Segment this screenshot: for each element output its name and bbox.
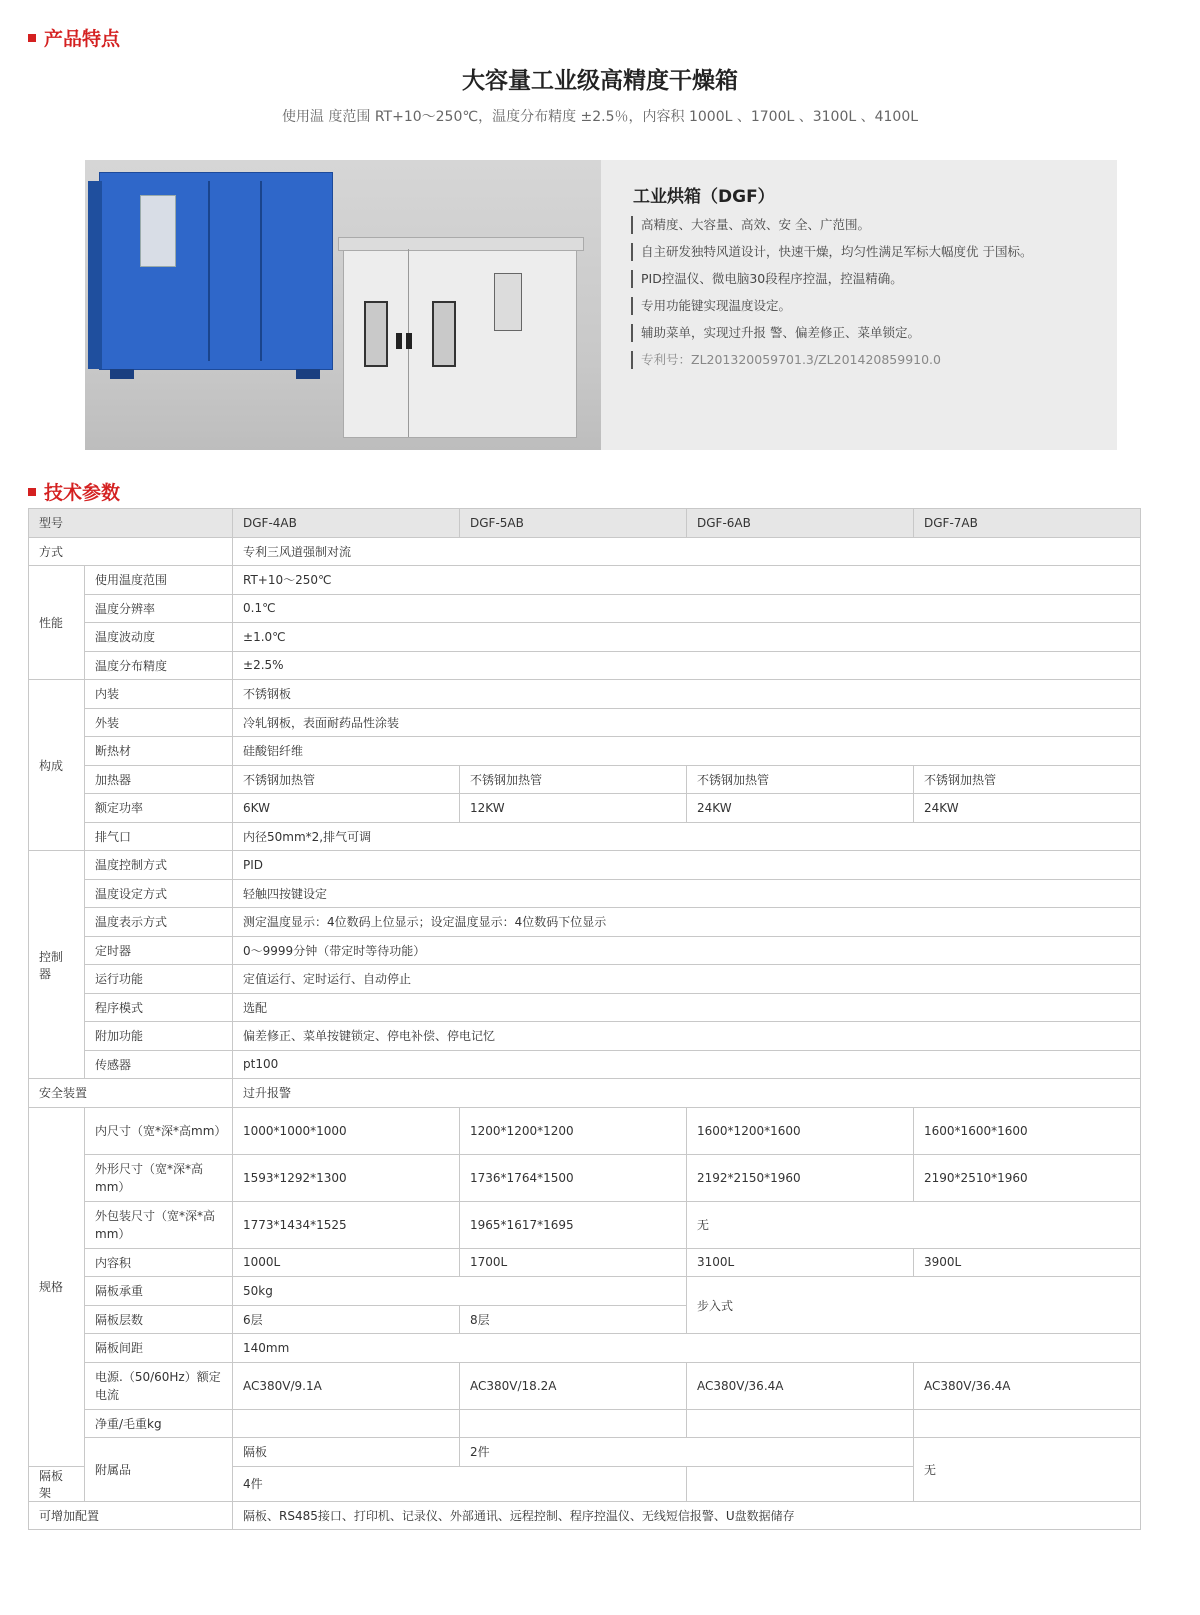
group-label: 规格 xyxy=(29,1107,85,1466)
row-label: 温度表示方式 xyxy=(85,908,233,937)
row-value: 1000*1000*1000 xyxy=(233,1107,460,1154)
row-value: 2190*2510*1960 xyxy=(914,1154,1141,1201)
row-label: 加热器 xyxy=(85,765,233,794)
row-label: 内容积 xyxy=(85,1248,233,1277)
table-row xyxy=(29,680,1141,709)
feature-item: 专用功能键实现温度设定。 xyxy=(631,297,1032,315)
table-row xyxy=(29,594,1141,623)
table-row xyxy=(29,851,1141,880)
row-label: 隔板层数 xyxy=(85,1305,233,1334)
row-value: 不锈钢加热管 xyxy=(233,765,460,794)
page-subtitle: 使用温 度范围 RT+10～250℃，温度分布精度 ±2.5％，内容积 1000L 、1700L 、3100L 、4100L xyxy=(281,109,919,125)
row-value: 内径50mm*2,排气可调 xyxy=(233,822,1141,851)
row-label: 方式 xyxy=(29,537,233,566)
table-row xyxy=(29,1334,1141,1363)
row-value: 1600*1600*1600 xyxy=(914,1107,1141,1154)
table-row xyxy=(29,1409,1141,1438)
row-value: pt100 xyxy=(233,1050,1141,1079)
feature-list xyxy=(631,216,1032,378)
spec-table xyxy=(28,508,1141,1530)
section-title-text: 技术参数 xyxy=(44,482,121,504)
group-label: 控制器 xyxy=(29,851,85,1079)
row-value: ±1.0℃ xyxy=(233,623,1141,652)
row-value: AC380V/9.1A xyxy=(233,1362,460,1409)
row-value: 选配 xyxy=(233,993,1141,1022)
row-label: 附加功能 xyxy=(85,1022,233,1051)
row-label: 程序模式 xyxy=(85,993,233,1022)
row-label: 外形尺寸（宽*深*高mm） xyxy=(85,1154,233,1201)
section-title-features xyxy=(28,24,120,51)
table-row xyxy=(29,566,1141,595)
row-label: 断热材 xyxy=(85,737,233,766)
row-label: 运行功能 xyxy=(85,965,233,994)
table-row xyxy=(29,1277,1141,1306)
row-value: 1773*1434*1525 xyxy=(233,1201,460,1248)
row-value: AC380V/36.4A xyxy=(914,1362,1141,1409)
row-value: 6KW xyxy=(233,794,460,823)
product-image xyxy=(85,160,601,450)
row-value: 6层 xyxy=(233,1305,460,1334)
feature-item: 辅助菜单，实现过升报 警、偏差修正、菜单锁定。 xyxy=(631,324,1032,342)
row-label: 使用温度范围 xyxy=(85,566,233,595)
row-label: 排气口 xyxy=(85,822,233,851)
row-value: 1600*1200*1600 xyxy=(687,1107,914,1154)
row-value xyxy=(687,1409,914,1438)
control-panel-icon xyxy=(140,195,176,267)
row-value: 专利三风道强制对流 xyxy=(233,537,1141,566)
table-row xyxy=(29,1362,1141,1409)
model-cell: DGF-6AB xyxy=(687,509,914,538)
row-value: 不锈钢加热管 xyxy=(687,765,914,794)
table-row xyxy=(29,1022,1141,1051)
row-label: 温度分辨率 xyxy=(85,594,233,623)
row-label: 内装 xyxy=(85,680,233,709)
group-label: 性能 xyxy=(29,566,85,680)
control-panel-icon xyxy=(494,273,522,331)
row-value: 50kg xyxy=(233,1277,687,1306)
product-name: 工业烘箱（DGF） xyxy=(633,187,775,207)
row-value: 定值运行、定时运行、自动停止 xyxy=(233,965,1141,994)
row-value: 偏差修正、菜单按键锁定、停电补偿、停电记忆 xyxy=(233,1022,1141,1051)
table-row xyxy=(29,879,1141,908)
table-row xyxy=(29,651,1141,680)
row-label: 隔板架 xyxy=(29,1466,85,1501)
row-value: 8层 xyxy=(460,1305,687,1334)
row-label: 隔板承重 xyxy=(85,1277,233,1306)
row-value: 1000L xyxy=(233,1248,460,1277)
table-row xyxy=(29,537,1141,566)
row-value xyxy=(914,1409,1141,1438)
row-value: 1736*1764*1500 xyxy=(460,1154,687,1201)
row-value: 无 xyxy=(914,1438,1141,1502)
table-row xyxy=(29,1438,1141,1467)
table-row xyxy=(29,822,1141,851)
product-info-panel xyxy=(601,160,1117,450)
row-value: 4件 xyxy=(233,1466,687,1501)
row-value: 轻触四按键设定 xyxy=(233,879,1141,908)
row-value xyxy=(460,1409,687,1438)
row-value: 步入式 xyxy=(687,1277,1141,1334)
row-value: 不锈钢加热管 xyxy=(914,765,1141,794)
row-label: 温度分布精度 xyxy=(85,651,233,680)
model-cell: DGF-5AB xyxy=(460,509,687,538)
table-row xyxy=(29,1154,1141,1201)
row-label: 外包装尺寸（宽*深*高mm） xyxy=(85,1201,233,1248)
model-cell: DGF-7AB xyxy=(914,509,1141,538)
table-row xyxy=(29,1201,1141,1248)
feature-item: 自主研发独特风道设计，快速干燥，均匀性满足军标大幅度优 于国标。 xyxy=(631,243,1032,261)
row-label: 额定功率 xyxy=(85,794,233,823)
row-label: 温度控制方式 xyxy=(85,851,233,880)
table-row xyxy=(29,1501,1141,1530)
row-value: 过升报警 xyxy=(233,1079,1141,1108)
row-value: 0～9999分钟（带定时等待功能） xyxy=(233,936,1141,965)
group-label: 构成 xyxy=(29,680,85,851)
table-row xyxy=(29,936,1141,965)
model-cell: DGF-4AB xyxy=(233,509,460,538)
table-row xyxy=(29,1248,1141,1277)
row-value: 测定温度显示：4位数码上位显示；设定温度显示：4位数码下位显示 xyxy=(233,908,1141,937)
table-row xyxy=(29,737,1141,766)
row-value: 12KW xyxy=(460,794,687,823)
bullet-square-icon xyxy=(28,34,36,42)
row-value: 24KW xyxy=(914,794,1141,823)
row-value: PID xyxy=(233,851,1141,880)
row-value: AC380V/18.2A xyxy=(460,1362,687,1409)
row-label: 可增加配置 xyxy=(29,1501,233,1530)
row-label: 净重/毛重kg xyxy=(85,1409,233,1438)
table-row xyxy=(29,908,1141,937)
row-value: AC380V/36.4A xyxy=(687,1362,914,1409)
row-label: 电源.（50/60Hz）额定电流 xyxy=(85,1362,233,1409)
table-row xyxy=(29,708,1141,737)
row-value: 硅酸铝纤维 xyxy=(233,737,1141,766)
row-label: 安全装置 xyxy=(29,1079,233,1108)
row-value: 不锈钢加热管 xyxy=(460,765,687,794)
header-label: 型号 xyxy=(29,509,233,538)
row-value: 隔板、RS485接口、打印机、记录仪、外部通讯、远程控制、程序控温仪、无线短信报警、U盘数据储存 xyxy=(233,1501,1141,1530)
feature-item: PID控温仪、微电脑30段程序控温，控温精确。 xyxy=(631,270,1032,288)
row-label: 隔板间距 xyxy=(85,1334,233,1363)
row-value: 1700L xyxy=(460,1248,687,1277)
table-row xyxy=(29,993,1141,1022)
section-title-text: 产品特点 xyxy=(44,28,121,50)
row-value: 无 xyxy=(687,1201,1141,1248)
white-oven-illustration xyxy=(343,248,577,438)
feature-item: 高精度、大容量、高效、安 全、广范围。 xyxy=(631,216,1032,234)
row-value: 1593*1292*1300 xyxy=(233,1154,460,1201)
row-value: 24KW xyxy=(687,794,914,823)
row-label: 温度波动度 xyxy=(85,623,233,652)
row-value xyxy=(233,1409,460,1438)
row-label: 外装 xyxy=(85,708,233,737)
row-label: 定时器 xyxy=(85,936,233,965)
row-value: 0.1℃ xyxy=(233,594,1141,623)
bullet-square-icon xyxy=(28,488,36,496)
product-banner xyxy=(85,160,1117,450)
table-row xyxy=(29,765,1141,794)
page-title: 大容量工业级高精度干燥箱 xyxy=(462,68,738,94)
row-value: ±2.5% xyxy=(233,651,1141,680)
row-value: 140mm xyxy=(233,1334,1141,1363)
table-row xyxy=(29,1079,1141,1108)
row-value: 2192*2150*1960 xyxy=(687,1154,914,1201)
blue-oven-illustration xyxy=(99,172,333,370)
row-label: 内尺寸（宽*深*高mm） xyxy=(85,1107,233,1154)
table-row xyxy=(29,623,1141,652)
row-value: 3100L xyxy=(687,1248,914,1277)
row-value: 冷轧钢板，表面耐药品性涂装 xyxy=(233,708,1141,737)
row-value: 1200*1200*1200 xyxy=(460,1107,687,1154)
table-row xyxy=(29,1107,1141,1154)
section-title-params xyxy=(28,478,120,505)
table-row xyxy=(29,965,1141,994)
table-header-row xyxy=(29,509,1141,538)
group-label: 附属品 xyxy=(85,1438,233,1502)
row-value: 1965*1617*1695 xyxy=(460,1201,687,1248)
row-label: 传感器 xyxy=(85,1050,233,1079)
table-row xyxy=(29,794,1141,823)
table-row xyxy=(29,1050,1141,1079)
row-value: 3900L xyxy=(914,1248,1141,1277)
row-label: 温度设定方式 xyxy=(85,879,233,908)
row-value: RT+10～250℃ xyxy=(233,566,1141,595)
feature-item-patent: 专利号：ZL201320059701.3/ZL201420859910.0 xyxy=(631,351,1032,369)
row-value: 2件 xyxy=(460,1438,914,1467)
row-value: 不锈钢板 xyxy=(233,680,1141,709)
row-label: 隔板 xyxy=(233,1438,460,1467)
